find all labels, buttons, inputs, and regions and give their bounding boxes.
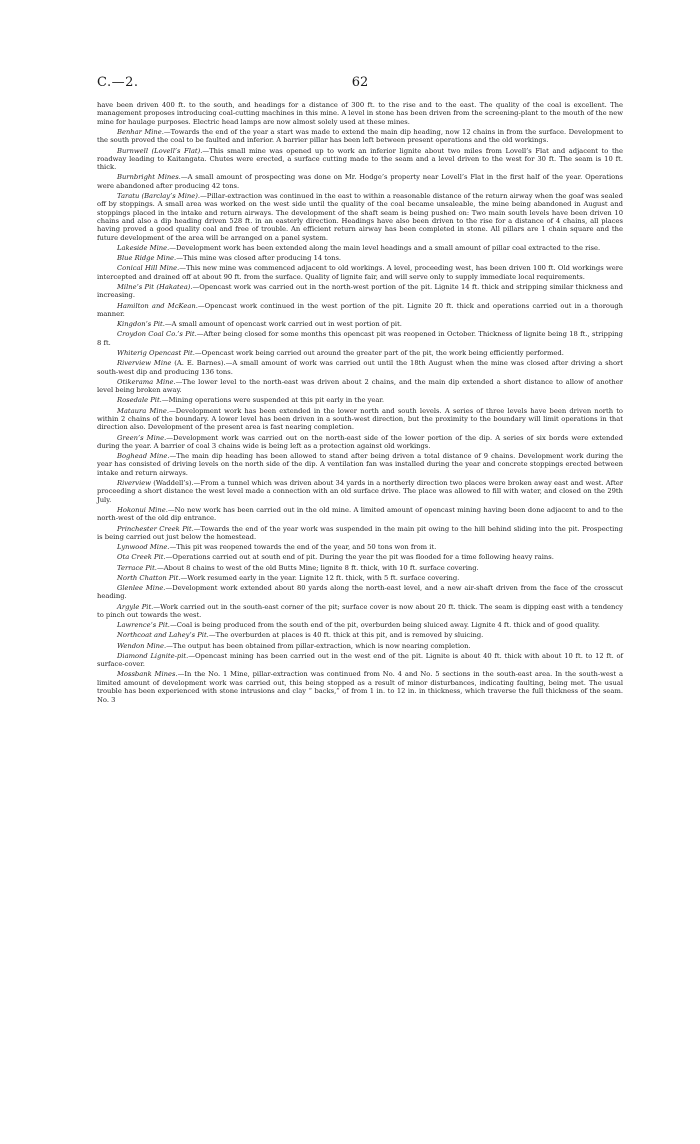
mine-name: North Chatton Pit.: [117, 573, 181, 582]
mine-report-paragraph: [97, 652, 623, 669]
mine-report-paragraph: [97, 543, 623, 551]
mine-report-paragraph: [97, 434, 623, 451]
mine-report-paragraph: [97, 244, 623, 252]
paragraph-text: —Development work has been extended along the main level headings and a small amount of pillar coal extracted to the rise.: [169, 243, 601, 252]
mine-report-paragraph: [97, 506, 623, 523]
paragraph-text: have been driven 400 ft. to the south, and headings for a distance of 300 ft. to the rise and to the east. The quality of the coal is excellent. The management proposes introducing coal-cutting machines in this mine. A level in stone has been driven from the screening-plant to the mouth of the new mine for haulage purposes. Electric head lamps are now almost solely used at these mines.: [97, 101, 623, 126]
paragraph-text: (A. E. Barnes).—A small amount of work was carried out until the 18th August when the mine was closed after driving a short south-west dip and producing 136 tons.: [97, 359, 623, 376]
paragraph-text: —Towards the end of the year work was suspended in the main pit owing to the hill behind sliding into the pit. Prospecting is being carried out just below the homestead.: [97, 524, 624, 541]
mine-name: Milne’s Pit (Hakatea).: [117, 283, 193, 291]
mine-name: Boghead Mine.: [117, 452, 170, 461]
mine-report-paragraph: [97, 642, 623, 650]
paragraph-text: —Coal is being produced from the south end of the pit, overburden being sluiced away. Lignite 4 ft. thick and of good quality.: [169, 621, 600, 630]
mine-report-paragraph: [97, 525, 623, 542]
paragraph-text: —Opencast work was carried out in the north-west portion of the pit. Lignite 14 ft. thick and stripping similar thickness and increasing.: [97, 283, 623, 300]
mine-report-paragraph: [97, 670, 623, 703]
paragraph-text: —Work carried out in the south-east corner of the pit; surface cover is now about 20 ft. thick. The seam is dipping east with a tendency to pinch out towards the west.: [97, 602, 623, 619]
document-reference: C.—2.: [97, 75, 139, 90]
report-body: [97, 101, 623, 704]
mine-report-paragraph: [97, 479, 623, 504]
mine-name: Argyle Pit.: [117, 602, 154, 611]
paragraph-text: —Opencast mining has been carried out in the west end of the pit. Lignite is about 40 ft. thick with about 10 ft. to 12 ft. of surface-cover.: [97, 651, 624, 669]
page-header: [97, 75, 623, 101]
page-number: 62: [351, 75, 369, 90]
mine-report-paragraph: [97, 320, 623, 328]
paragraph-text: —This pit was reopened towards the end of the year, and 50 tons won from it.: [169, 543, 437, 552]
paragraph-text: —Work resumed early in the year. Lignite 12 ft. thick, with 5 ft. surface covering.: [180, 573, 460, 582]
continuation-paragraph: [97, 101, 623, 126]
paragraph-text: —This mine was closed after producing 14 tons.: [176, 254, 342, 263]
paragraph-text: —The output has been obtained from pillar-extraction, which is now nearing completion.: [166, 641, 471, 650]
mine-name: Northcoat and Lahey’s Pit.: [117, 631, 209, 640]
paragraph-text: —Mining operations were suspended at this pit early in the year.: [161, 396, 385, 405]
mine-report-paragraph: [97, 396, 623, 404]
paragraph-text: —The overburden at places is 40 ft. thick at this pit, and is removed by sluicing.: [208, 631, 484, 640]
paragraph-text: —Pillar-extraction was continued in the east to within a reasonable distance of the return airway when the goaf was sealed off by stoppings. A small area was worked on the west side until the quality of the coal became unsaleable, the mine being abandoned in August and stoppings placed in the intake and return airways. The development of the shaft seam is being pushed on: Two main south levels have been driven 10 chains and also a dip heading driven 528 ft. in an easterly direction. Headings have also been driven to the rise for a distance of 4 chains, all places having proved a good quality coal and free of trouble. An efficient return airway has been completed in stone. All pillars are 1 chain square and the future development of the area will be arranged on a panel system.: [97, 192, 623, 242]
mine-name: Glenlee Mine.: [117, 584, 166, 593]
mine-name: Blue Ridge Mine.: [117, 254, 177, 263]
mine-name: Lakeside Mine.: [117, 243, 170, 252]
paragraph-text: —This new mine was commenced adjacent to old workings. A level, proceeding west, has been driven 100 ft. Old workings were intercepted and drained off at about 90 ft. from the surface. Quality of lignite fair, and will serve only to supply immediate local requirements.: [97, 264, 623, 281]
paragraph-text: —Opencast work being carried out around the greater part of the pit, the work being efficiently performed.: [194, 348, 564, 357]
mine-name: Mataura Mine.: [117, 406, 169, 415]
paragraph-text: —Development work extended about 80 yards along the north-east level, and a new air-shaft driven from the face of the crosscut heading.: [97, 584, 623, 601]
mine-report-paragraph: [97, 349, 623, 357]
paragraph-text: —Opencast work continued in the west portion of the pit. Lignite 20 ft. thick and operations carried out in a thorough manner.: [97, 301, 623, 318]
mine-name: Hamilton and McKean.: [117, 301, 198, 310]
mine-name: Mossbank Mines.: [117, 670, 178, 679]
mine-name: Taratu (Barclay’s Mine).: [117, 192, 201, 200]
mine-report-paragraph: [97, 128, 623, 145]
paragraph-text: —About 8 chains to west of the old Butts Mine; lignite 8 ft. thick, with 10 ft. surface covering.: [156, 563, 479, 572]
mine-name: Princhester Creek Pit.: [117, 524, 194, 533]
mine-report-paragraph: [97, 147, 623, 172]
mine-report-paragraph: [97, 621, 623, 629]
mine-report-paragraph: [97, 553, 623, 561]
paragraph-text: —In the No. 1 Mine, pillar-extraction was continued from No. 4 and No. 5 sections in the south-east area. In the south-west a limited amount of development work was carried out, this being stopped as a result of minor disturbances, indicating faulting, being met. The usual trouble has been experienced with stone intrusions and clay “ backs,” of from 1 in. to 12 in. in thickness, which traverse the full thickness of the seam. No. 3: [97, 670, 624, 704]
mine-report-paragraph: [97, 584, 623, 601]
paragraph-text: (Waddell’s).—From a tunnel which was driven about 34 yards in a northerly direction two places were broken away east and west. After proceeding a short distance the west level made a connection with an old surface drive. The place was allowed to fill with water, and closed on the 29th July.: [97, 479, 623, 504]
mine-name: Conical Hill Mine.: [117, 264, 180, 273]
mine-name: Burnwell (Lovell’s Flat).: [117, 146, 203, 155]
mine-report-paragraph: [97, 603, 623, 620]
mine-name: Otikerama Mine.: [117, 377, 176, 386]
paragraph-text: —A small amount of opencast work carried out in west portion of pit.: [164, 320, 402, 329]
paragraph-text: —Development work has been extended in the lower north and south levels. A series of three levels have been driven north to within 2 chains of the boundary. A lower level has been driven in a south-west direction, but the proximity to the boundary will limit operations in that direction also. Development of the present area is fast nearing completion.: [97, 406, 623, 432]
paragraph-text: —Towards the end of the year a start was made to extend the main dip heading, now 12 chains in from the surface. Development to the south proved the coal to be faulted and inferior. A barrier pillar has been left between present operations and the old workings.: [97, 127, 624, 145]
mine-report-paragraph: [97, 564, 623, 572]
mine-name: Hokonui Mine.: [117, 505, 168, 514]
mine-name: Kingdon’s Pit.: [117, 320, 165, 329]
mine-report-paragraph: [97, 359, 623, 376]
mine-report-paragraph: [97, 254, 623, 262]
paragraph-text: —A small amount of prospecting was done on Mr. Hodge’s property near Lovell’s Flat in the first half of the year. Operations were abandoned after producing 42 tons.: [97, 173, 623, 190]
mine-name: Lawrence’s Pit.: [117, 621, 170, 630]
paragraph-text: —After being closed for some months this opencast pit was reopened in October. Thickness of lignite being 18 ft., stripping 8 ft.: [97, 330, 623, 347]
mine-name: Terrace Pit.: [117, 563, 157, 572]
mine-name: Green’s Mine.: [117, 433, 167, 442]
paragraph-text: —This small mine was opened up to work an inferior lignite about two miles from Lovell’s Flat and adjacent to the roadway leading to Kaitangata. Chutes were erected, a surface cutting made to the seam and a level driven to the west for 30 ft. The seam is 10 ft. thick.: [97, 146, 623, 172]
mine-report-paragraph: [97, 631, 623, 639]
mine-report-paragraph: [97, 574, 623, 582]
paragraph-text: —No new work has been carried out in the old mine. A limited amount of opencast mining having been done adjacent to and to the north-west of the old dip entrance.: [97, 505, 623, 523]
mine-report-paragraph: [97, 283, 623, 300]
mine-name: Riverview: [117, 479, 152, 488]
paragraph-text: —Operations carried out at south end of pit. During the year the pit was flooded for a time following heavy rains.: [165, 553, 554, 562]
paragraph-text: —The lower level to the north-east was driven about 2 chains, and the main dip extended a short distance to allow of another level being broken away.: [97, 377, 623, 395]
mine-report-paragraph: [97, 264, 623, 281]
mine-report-paragraph: [97, 302, 623, 319]
paragraph-text: —Development work was carried out on the north-east side of the lower portion of the dip. A series of six bords were extended during the year. A barrier of coal 3 chains wide is being left as a protection against old workings.: [97, 433, 623, 450]
paragraph-text: —The main dip heading has been allowed to stand after being driven a total distance of 9 chains. Development work during the year has consisted of driving levels on the north side of the dip. A ventilation fan was installed during the year and concrete stoppings erected between intake and return airways.: [97, 452, 623, 477]
mine-report-paragraph: [97, 192, 623, 242]
mine-name: Burnbright Mines.: [117, 173, 181, 182]
mine-report-paragraph: [97, 173, 623, 190]
mine-name: Rosedale Pit.: [117, 396, 162, 405]
mine-name: Lynwood Mine.: [117, 543, 170, 552]
mine-name: Ota Creek Pit.: [117, 553, 166, 562]
mine-name: Wendon Mine.: [117, 641, 167, 650]
mine-name: Whiterig Opencast Pit.: [117, 348, 195, 357]
mine-name: Croydon Coal Co.’s Pit.: [117, 330, 197, 339]
mine-name: Riverview Mine: [117, 359, 172, 368]
mine-report-paragraph: [97, 452, 623, 477]
mine-name: Benhar Mine.: [117, 127, 164, 136]
mine-report-paragraph: [97, 407, 623, 432]
mine-name: Diamond Lignite-pit.: [117, 651, 189, 660]
mine-report-paragraph: [97, 330, 623, 347]
mine-report-paragraph: [97, 378, 623, 395]
